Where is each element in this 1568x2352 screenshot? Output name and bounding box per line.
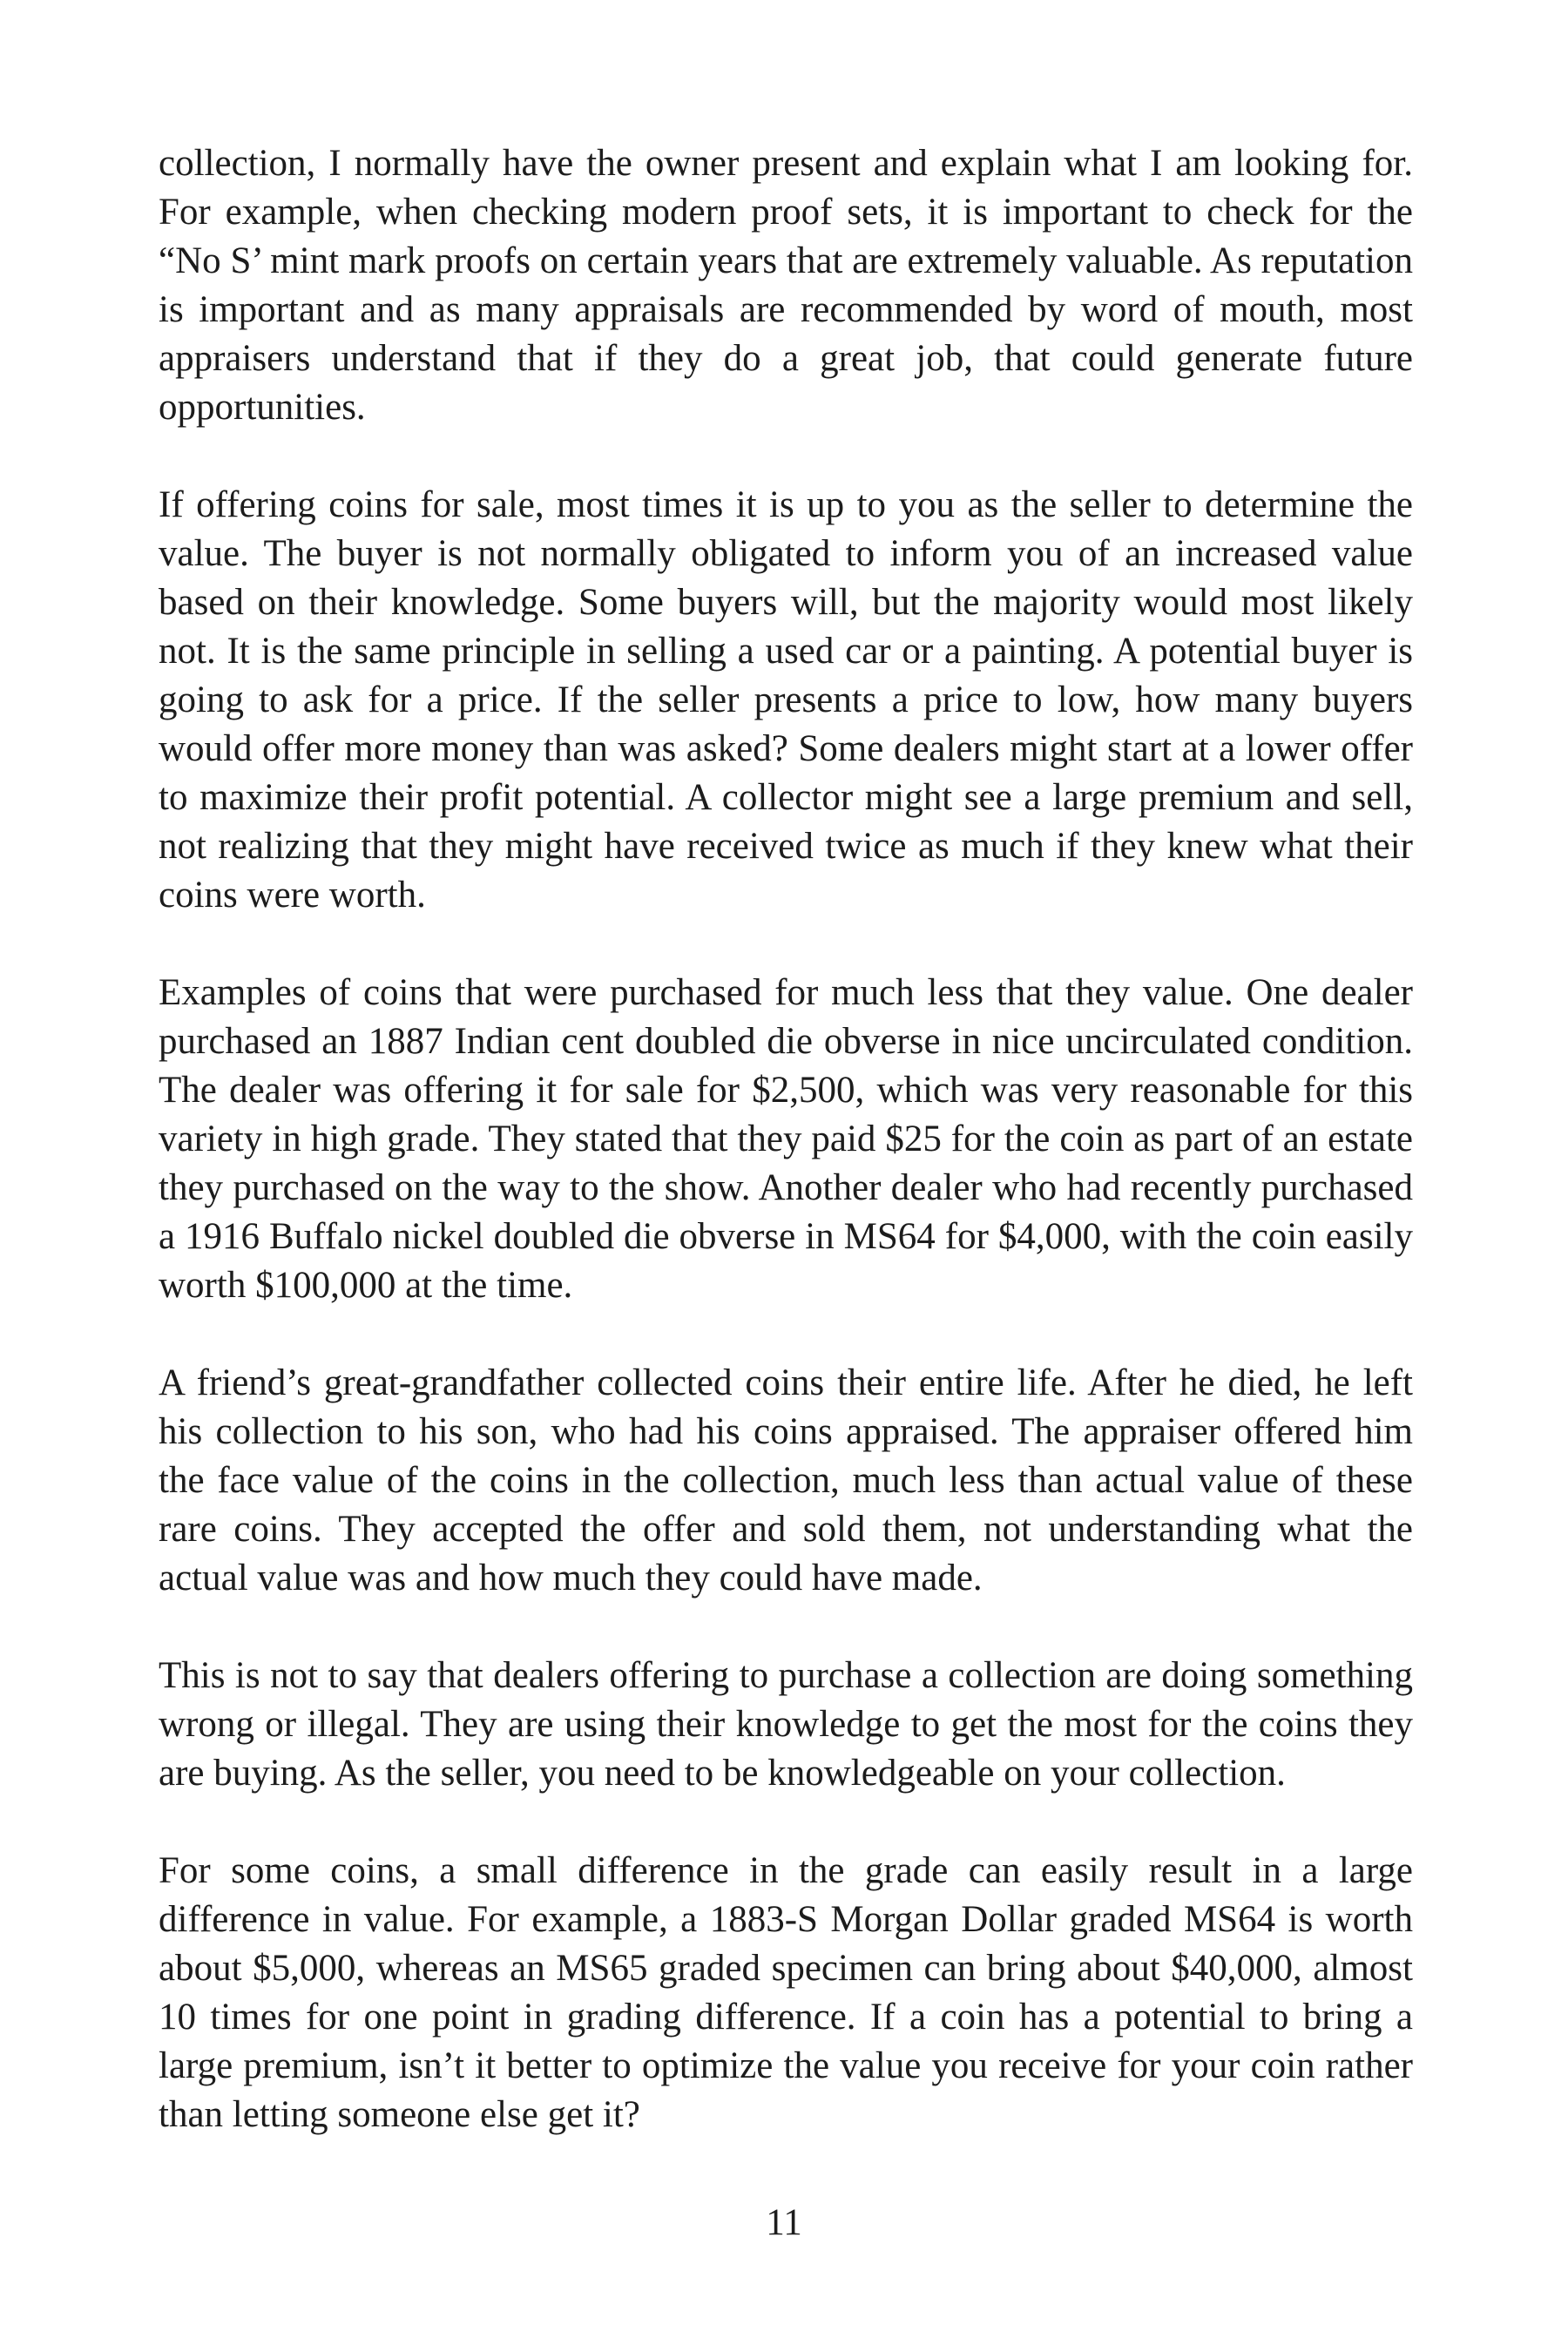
paragraph-4: A friend’s great-grandfather collected coins their entire life. After he died, he left his collection to his son, who had his coins appraised. The appraiser offered him the face value of the coins in the collection, much less than actual value of these rare coins. They accepted the offer and sold them, not understanding what the actual value was and how much they could have made. [159, 1362, 1413, 1598]
paragraph-5: This is not to say that dealers offering to purchase a collection are doing something wrong or illegal. They are using their knowledge to get the most for the coins they are buying. As the seller, you need to be knowledgeable on your collection. [159, 1655, 1413, 1794]
paragraph-6: For some coins, a small difference in the grade can easily result in a large difference in value. For example, a 1883-S Morgan Dollar graded MS64 is worth about $5,000, whereas an MS65 graded specimen can bring about $40,000, almost 10 times for one point in grading difference. If a coin has a potential to bring a large premium, isn’t it better to optimize the value you receive for your coin rather than letting someone else get it? [159, 1850, 1413, 2135]
body-text [159, 139, 1413, 2188]
paragraph-3: Examples of coins that were purchased for much less that they value. One dealer purchased an 1887 Indian cent doubled die obverse in nice uncirculated condition. The dealer was offering it for sale for $2,500, which was very reasonable for this variety in high grade. They stated that they paid $25 for the coin as part of an estate they purchased on the way to the show. Another dealer who had recently purchased a 1916 Buffalo nickel doubled die obverse in MS64 for $4,000, with the coin easily worth $100,000 at the time. [159, 972, 1413, 1306]
paragraph-2: If offering coins for sale, most times it is up to you as the seller to determine the value. The buyer is not normally obligated to inform you of an increased value based on their knowledge. Some buyers will, but the majority would most likely not. It is the same principle in selling a used car or a painting. A potential buyer is going to ask for a price. If the seller presents a price to low, how many buyers would offer more money than was asked? Some dealers might start at a lower offer to maximize their profit potential. A collector might see a large premium and sell, not realizing that they might have received twice as much if they knew what their coins were worth. [159, 484, 1413, 916]
paragraph-1: collection, I normally have the owner present and explain what I am looking for. For example, when checking modern proof sets, it is important to check for the “No S’ mint mark proofs on certain years that are extremely valuable. As reputation is important and as many appraisals are recommended by word of mouth, most appraisers understand that if they do a great job, that could generate future opportunities. [159, 143, 1413, 428]
page-number: 11 [766, 2202, 802, 2243]
